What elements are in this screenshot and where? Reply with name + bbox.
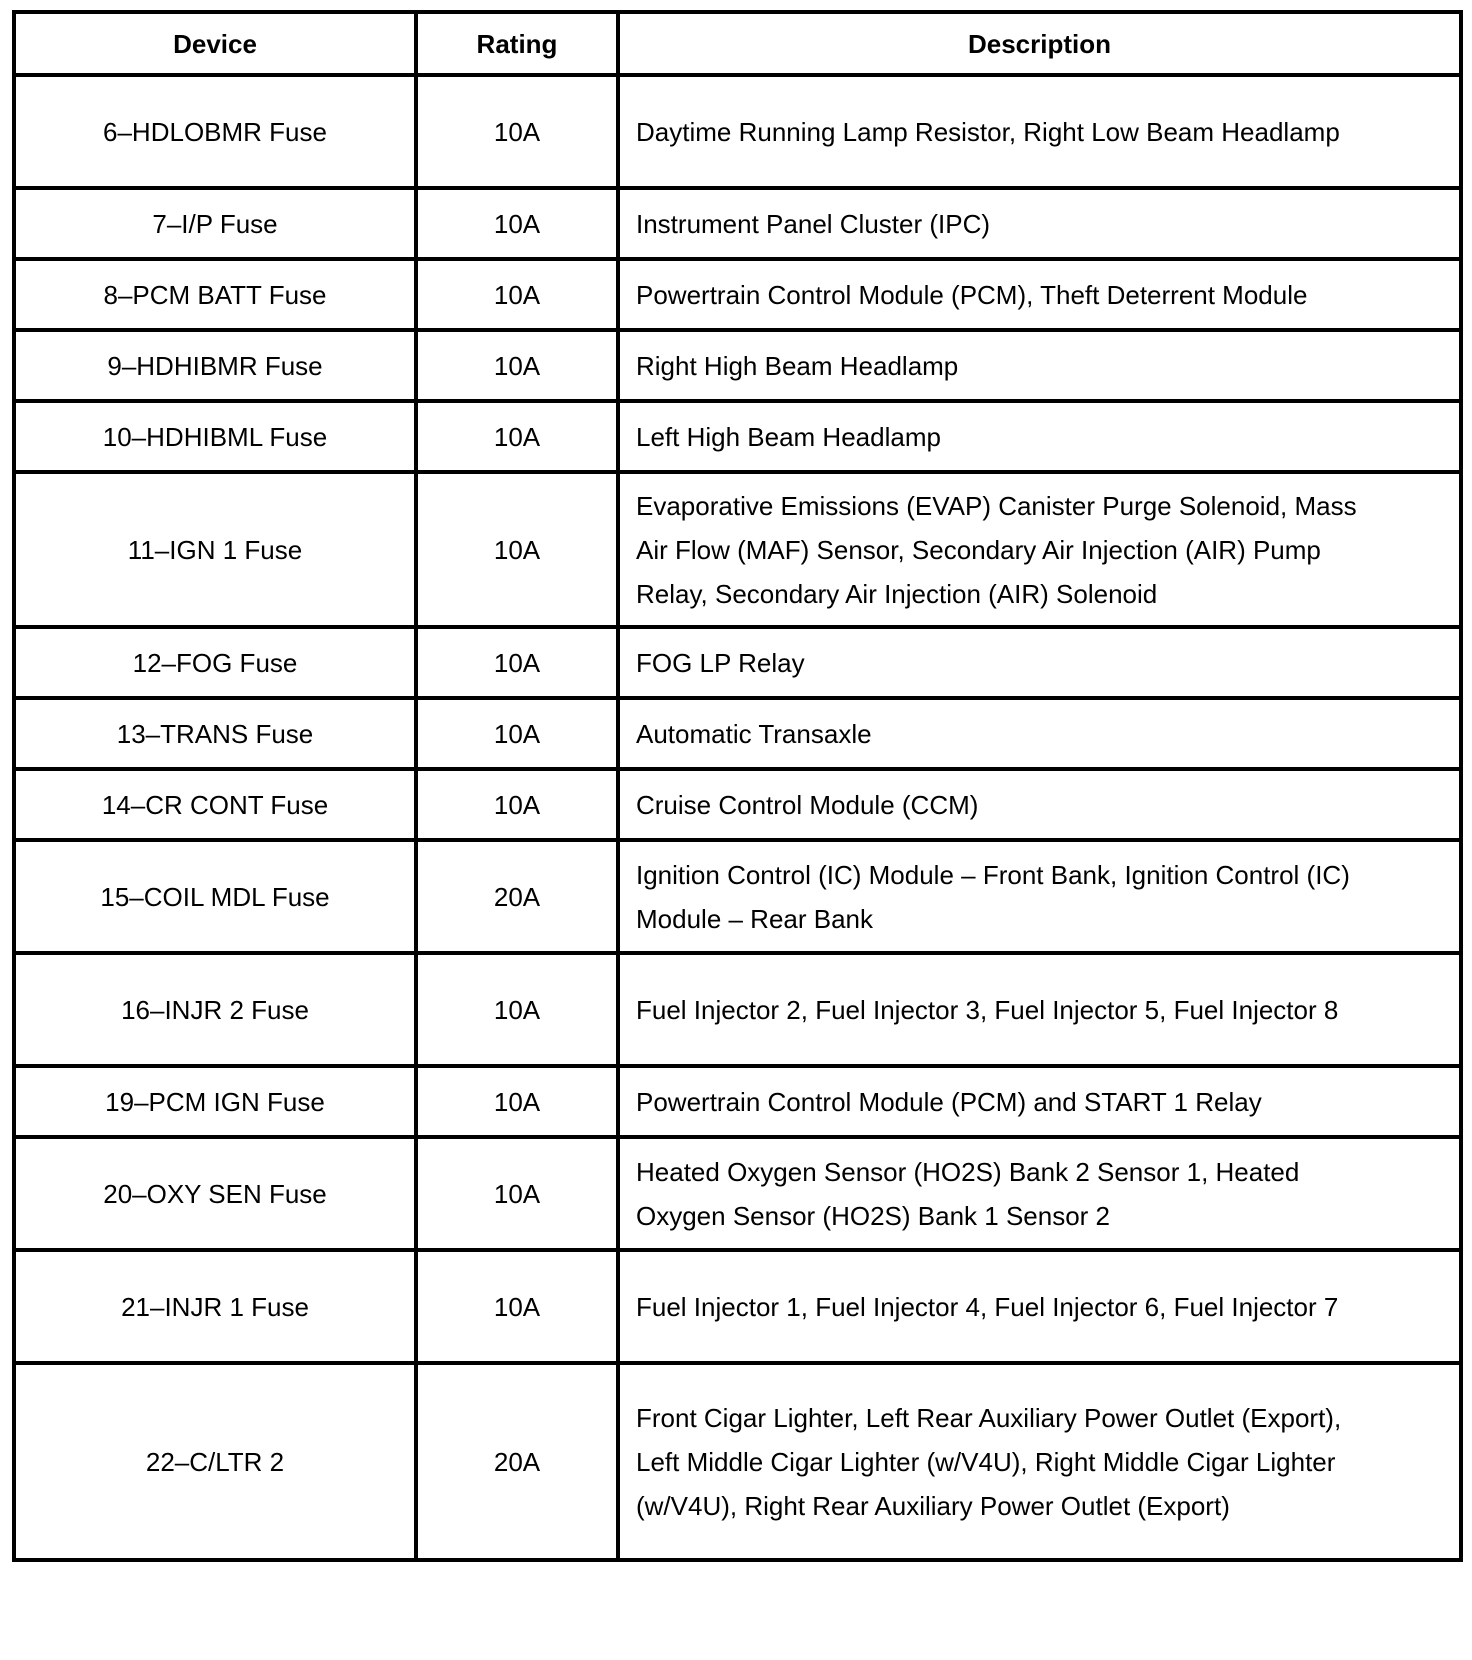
device-cell: 19–PCM IGN Fuse <box>14 1066 416 1137</box>
rating-cell: 10A <box>416 401 618 472</box>
description-cell: FOG LP Relay <box>618 627 1461 698</box>
device-cell: 13–TRANS Fuse <box>14 698 416 769</box>
description-cell: Powertrain Control Module (PCM) and START 1 Relay <box>618 1066 1461 1137</box>
fuse-table <box>12 10 1463 1562</box>
header-rating: Rating <box>416 12 618 75</box>
device-cell: 7–I/P Fuse <box>14 188 416 259</box>
device-cell: 11–IGN 1 Fuse <box>14 472 416 627</box>
description-cell: Fuel Injector 1, Fuel Injector 4, Fuel Injector 6, Fuel Injector 7 <box>618 1250 1461 1363</box>
device-cell: 22–C/LTR 2 <box>14 1363 416 1560</box>
rating-cell: 10A <box>416 259 618 330</box>
rating-cell: 10A <box>416 188 618 259</box>
rating-cell: 10A <box>416 769 618 840</box>
rating-cell: 20A <box>416 1363 618 1560</box>
rating-cell: 10A <box>416 627 618 698</box>
rating-cell: 10A <box>416 1250 618 1363</box>
table-row <box>14 627 1461 698</box>
rating-cell: 20A <box>416 840 618 953</box>
table-row <box>14 330 1461 401</box>
table-row <box>14 188 1461 259</box>
rating-cell: 10A <box>416 330 618 401</box>
rating-cell: 10A <box>416 1066 618 1137</box>
description-cell: Ignition Control (IC) Module – Front Bank, Ignition Control (IC) Module – Rear Bank <box>618 840 1461 953</box>
device-cell: 14–CR CONT Fuse <box>14 769 416 840</box>
device-cell: 21–INJR 1 Fuse <box>14 1250 416 1363</box>
rating-cell: 10A <box>416 75 618 188</box>
rating-cell: 10A <box>416 953 618 1066</box>
device-cell: 6–HDLOBMR Fuse <box>14 75 416 188</box>
table-row <box>14 1250 1461 1363</box>
table-row <box>14 1066 1461 1137</box>
table-row <box>14 1363 1461 1560</box>
device-cell: 15–COIL MDL Fuse <box>14 840 416 953</box>
description-cell: Heated Oxygen Sensor (HO2S) Bank 2 Sensor 1, Heated Oxygen Sensor (HO2S) Bank 1 Sensor 2 <box>618 1137 1461 1250</box>
table-row <box>14 75 1461 188</box>
description-cell: Automatic Transaxle <box>618 698 1461 769</box>
rating-cell: 10A <box>416 698 618 769</box>
device-cell: 16–INJR 2 Fuse <box>14 953 416 1066</box>
table-row <box>14 1137 1461 1250</box>
table-row <box>14 698 1461 769</box>
table-body <box>14 75 1461 1560</box>
description-cell: Instrument Panel Cluster (IPC) <box>618 188 1461 259</box>
description-cell: Left High Beam Headlamp <box>618 401 1461 472</box>
table-row <box>14 472 1461 627</box>
description-cell: Right High Beam Headlamp <box>618 330 1461 401</box>
description-cell: Front Cigar Lighter, Left Rear Auxiliary Power Outlet (Export), Left Middle Cigar Lighter (w/V4U), Right Middle Cigar Lighter (w/V4U), Right Rear Auxiliary Power Outlet (Export) <box>618 1363 1461 1560</box>
table-row <box>14 840 1461 953</box>
description-cell: Cruise Control Module (CCM) <box>618 769 1461 840</box>
description-cell: Fuel Injector 2, Fuel Injector 3, Fuel Injector 5, Fuel Injector 8 <box>618 953 1461 1066</box>
table-row <box>14 259 1461 330</box>
header-description: Description <box>618 12 1461 75</box>
description-cell: Powertrain Control Module (PCM), Theft Deterrent Module <box>618 259 1461 330</box>
table-row <box>14 401 1461 472</box>
device-cell: 8–PCM BATT Fuse <box>14 259 416 330</box>
rating-cell: 10A <box>416 472 618 627</box>
header-device: Device <box>14 12 416 75</box>
table-row <box>14 769 1461 840</box>
rating-cell: 10A <box>416 1137 618 1250</box>
device-cell: 12–FOG Fuse <box>14 627 416 698</box>
device-cell: 20–OXY SEN Fuse <box>14 1137 416 1250</box>
description-cell: Evaporative Emissions (EVAP) Canister Purge Solenoid, Mass Air Flow (MAF) Sensor, Secondary Air Injection (AIR) Pump Relay, Secondary Air Injection (AIR) Solenoid <box>618 472 1461 627</box>
description-cell: Daytime Running Lamp Resistor, Right Low Beam Headlamp <box>618 75 1461 188</box>
table-row <box>14 953 1461 1066</box>
header-row <box>14 12 1461 75</box>
device-cell: 10–HDHIBML Fuse <box>14 401 416 472</box>
table-header <box>14 12 1461 75</box>
device-cell: 9–HDHIBMR Fuse <box>14 330 416 401</box>
